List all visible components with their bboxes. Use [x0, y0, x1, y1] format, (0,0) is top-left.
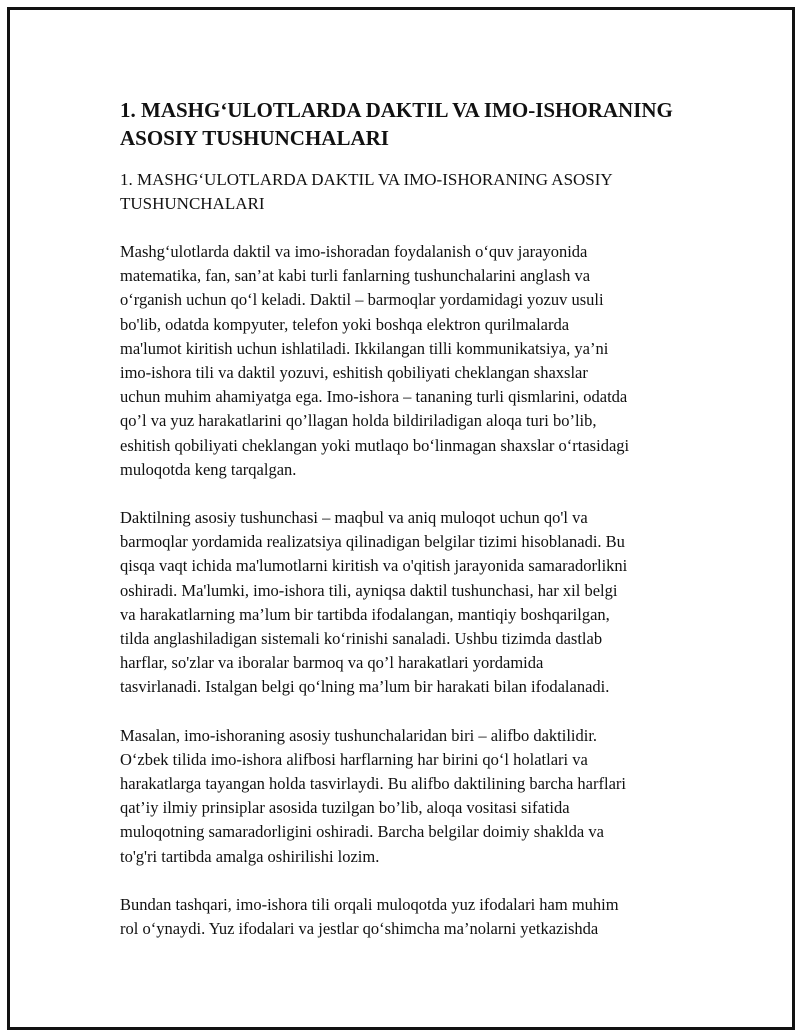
document-subheading: 1. MASHG‘ULOTLARDA DAKTIL VA IMO-ISHORANING ASOSIY TUSHUNCHALARI: [120, 170, 613, 213]
paragraph-1: Mashg‘ulotlarda daktil va imo-ishoradan foydalanish o‘quv jarayonida matematika, fan, san’at kabi turli fanlarning tushunchalarini anglash va o‘rganish uchun qo‘l keladi. Daktil – barmoqlar yordamidagi yozuv usuli bo'lib, odatda kompyuter, telefon yoki boshqa elektron qurilmalarda ma'lumot kiritish uchun ishlatiladi. Ikkilangan tilli kommunikatsiya, ya’ni imo-ishora tili va daktil yozuvi, eshitish qobiliyati cheklangan shaxslar uchun muhim ahamiyatga ega. Imo-ishora – tananing turli qismlarini, odatda qo’l va yuz harakatlarini qo’llagan holda bildiriladigan aloqa turi bo’lib, eshitish qobiliyati cheklangan yoki mutlaqo bo‘linmagan shaxslar o‘rtasidagi muloqotda keng tarqalgan.: [120, 242, 630, 479]
paragraph-2: Daktilning asosiy tushunchasi – maqbul va aniq muloqot uchun qo'l va barmoqlar yordamida realizatsiya qilinadigan belgilar tizimi hisoblanadi. Bu qisqa vaqt ichida ma'lumotlarni kiritish va o'qitish jarayonida samaradorlikni oshiradi. Ma'lumki, imo-ishora tili, ayniqsa daktil tushunchasi, har xil belgi va harakatlarning ma’lum bir tartibda ifodalangan, mantiqiy boshqarilgan, tilda anglashiladigan sistemali ko‘rinishi sanaladi. Ushbu tizimda dastlab harflar, so'zlar va iboralar barmoq va qo’l harakatlari yordamida tasvirlanadi. Istalgan belgi qo‘lning ma’lum bir harakati bilan ifodalanadi.: [120, 508, 628, 697]
document-content: [120, 96, 700, 965]
paragraph-3: Masalan, imo-ishoraning asosiy tushunchalaridan biri – alifbo daktilidir. O‘zbek tilida imo-ishora alifbosi harflarning har birini qo‘l holatlari va harakatlarga tayangan holda tasvirlaydi. Bu alifbo daktilining barcha harflari qat’iy ilmiy prinsiplar asosida tuzilgan bo’lib, aloqa vositasi sifatida muloqotning samaradorligini oshiradi. Barcha belgilar doimiy shaklda va to'g'ri tartibda amalga oshirilishi lozim.: [120, 725, 626, 866]
paragraph-4: Bundan tashqari, imo-ishora tili orqali muloqotda yuz ifodalari ham muhim rol o‘ynaydi. Yuz ifodalari va jestlar qo‘shimcha ma’nolarni yetkazishda: [120, 894, 619, 939]
document-heading: 1. MASHG‘ULOTLARDA DAKTIL VA IMO-ISHORANING ASOSIY TUSHUNCHALARI: [120, 98, 673, 150]
page-frame: [7, 7, 795, 1030]
